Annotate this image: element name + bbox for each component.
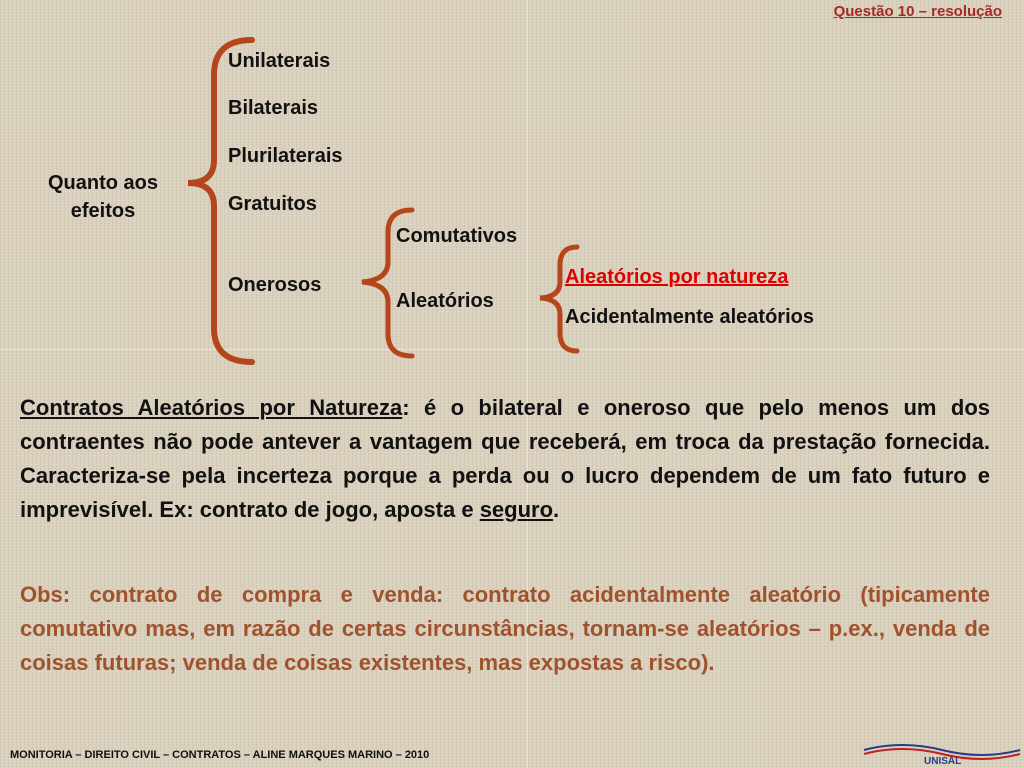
example-seguro: seguro: [479, 497, 554, 522]
item-bilaterais: Bilaterais: [228, 97, 319, 119]
obs-paragraph: Obs: contrato de compra e venda: contrato acidentalmente aleatório (tipicamente comutativo mas, em razão de certas circunstâncias, tornam-se aleatórios – p.ex., venda de coisas futuras; venda de coisas existentes, mas expostas a risco).: [20, 582, 990, 675]
logo-text: UNISAL: [924, 756, 962, 767]
item-unilaterais: Unilaterais: [228, 50, 331, 72]
footer-text: MONITORIA – DIREITO CIVIL – CONTRATOS – ALINE MARQUES MARINO – 2010: [10, 749, 430, 761]
definition-paragraph: [20, 391, 990, 527]
definition-text: : é o bilateral e oneroso que pelo menos um dos contraentes não pode antever a vantagem que receberá, em troca da prestação fornecida. Caracteriza-se pela incerteza porque a perda ou o lucro dependem de um fato futuro e imprevisível. Ex: contrato de jogo, aposta e: [20, 395, 990, 522]
item-aleatorios: Aleatórios: [396, 290, 494, 312]
item-acidentalmente-aleatorios: Acidentalmente aleatórios: [565, 306, 814, 328]
item-gratuitos: Gratuitos: [228, 193, 317, 215]
aleatorios-brace: [540, 247, 577, 351]
item-comutativos: Comutativos: [396, 225, 518, 247]
unisal-logo: [862, 742, 1022, 768]
diagram-root-label: Quanto aos efeitos: [47, 172, 158, 222]
definition-term: Contratos Aleatórios por Natureza: [20, 395, 403, 420]
definition-end: .: [553, 497, 560, 522]
item-aleatorios-por-natureza: Aleatórios por natureza: [565, 266, 789, 288]
item-onerosos: Onerosos: [228, 274, 322, 296]
slide-title: Questão 10 – resolução: [833, 3, 1002, 20]
item-plurilaterais: Plurilaterais: [228, 145, 343, 167]
